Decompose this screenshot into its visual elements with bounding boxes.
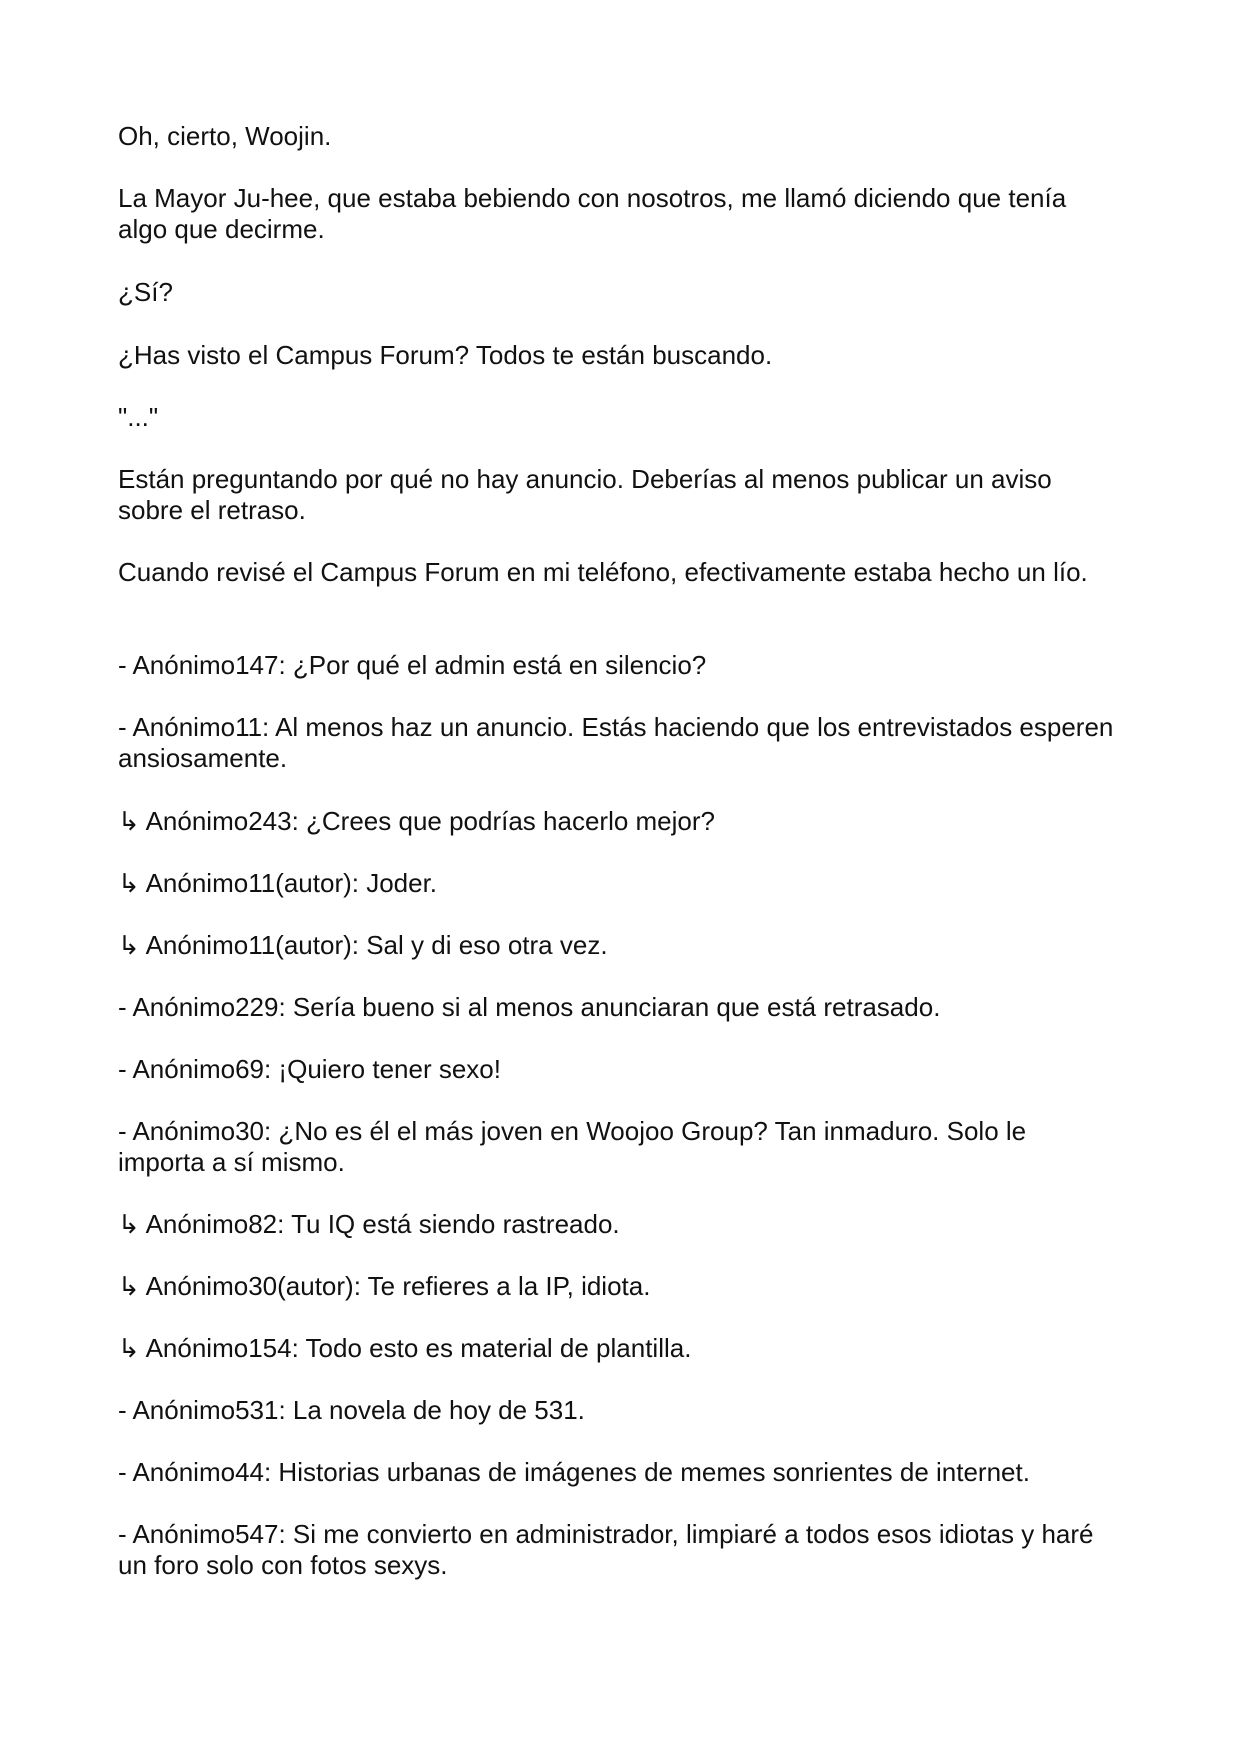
forum-post: - Anónimo69: ¡Quiero tener sexo!: [118, 1054, 501, 1084]
paragraph-ellipsis: "...": [118, 402, 159, 432]
forum-post: - Anónimo30: ¿No es él el más joven en Woojoo Group? Tan inmaduro. Solo le importa a sí mismo.: [118, 1116, 1027, 1177]
forum-reply: ↳ Anónimo30(autor): Te refieres a la IP, idiota.: [118, 1271, 651, 1301]
paragraph-major-call: La Mayor Ju-hee, que estaba bebiendo con nosotros, me llamó diciendo que tenía algo que decirme.: [118, 183, 1067, 244]
forum-reply: ↳ Anónimo11(autor): Joder.: [118, 868, 438, 898]
forum-reply: ↳ Anónimo154: Todo esto es material de plantilla.: [118, 1333, 692, 1363]
forum-post: - Anónimo11: Al menos haz un anuncio. Estás haciendo que los entrevistados esperen ansiosamente.: [118, 712, 1114, 773]
forum-reply: ↳ Anónimo82: Tu IQ está siendo rastreado.: [118, 1209, 620, 1239]
forum-post: - Anónimo147: ¿Por qué el admin está en silencio?: [118, 650, 707, 680]
paragraph-phone-check: Cuando revisé el Campus Forum en mi teléfono, efectivamente estaba hecho un lío.: [118, 557, 1088, 587]
forum-post: - Anónimo531: La novela de hoy de 531.: [118, 1395, 585, 1425]
forum-post: - Anónimo44: Historias urbanas de imágenes de memes sonrientes de internet.: [118, 1457, 1030, 1487]
paragraph-reply: ¿Sí?: [118, 277, 173, 307]
paragraph-forum-question: ¿Has visto el Campus Forum? Todos te están buscando.: [118, 340, 773, 370]
forum-post: - Anónimo229: Sería bueno si al menos anunciaran que está retrasado.: [118, 992, 941, 1022]
paragraph-announcement: Están preguntando por qué no hay anuncio. Deberías al menos publicar un aviso sobre el retraso.: [118, 464, 1052, 525]
paragraph-intro: Oh, cierto, Woojin.: [118, 121, 332, 151]
forum-reply: ↳ Anónimo11(autor): Sal y di eso otra vez.: [118, 930, 608, 960]
forum-post: - Anónimo547: Si me convierto en administrador, limpiaré a todos esos idiotas y haré un foro solo con fotos sexys.: [118, 1519, 1094, 1580]
forum-reply: ↳ Anónimo243: ¿Crees que podrías hacerlo mejor?: [118, 806, 715, 836]
